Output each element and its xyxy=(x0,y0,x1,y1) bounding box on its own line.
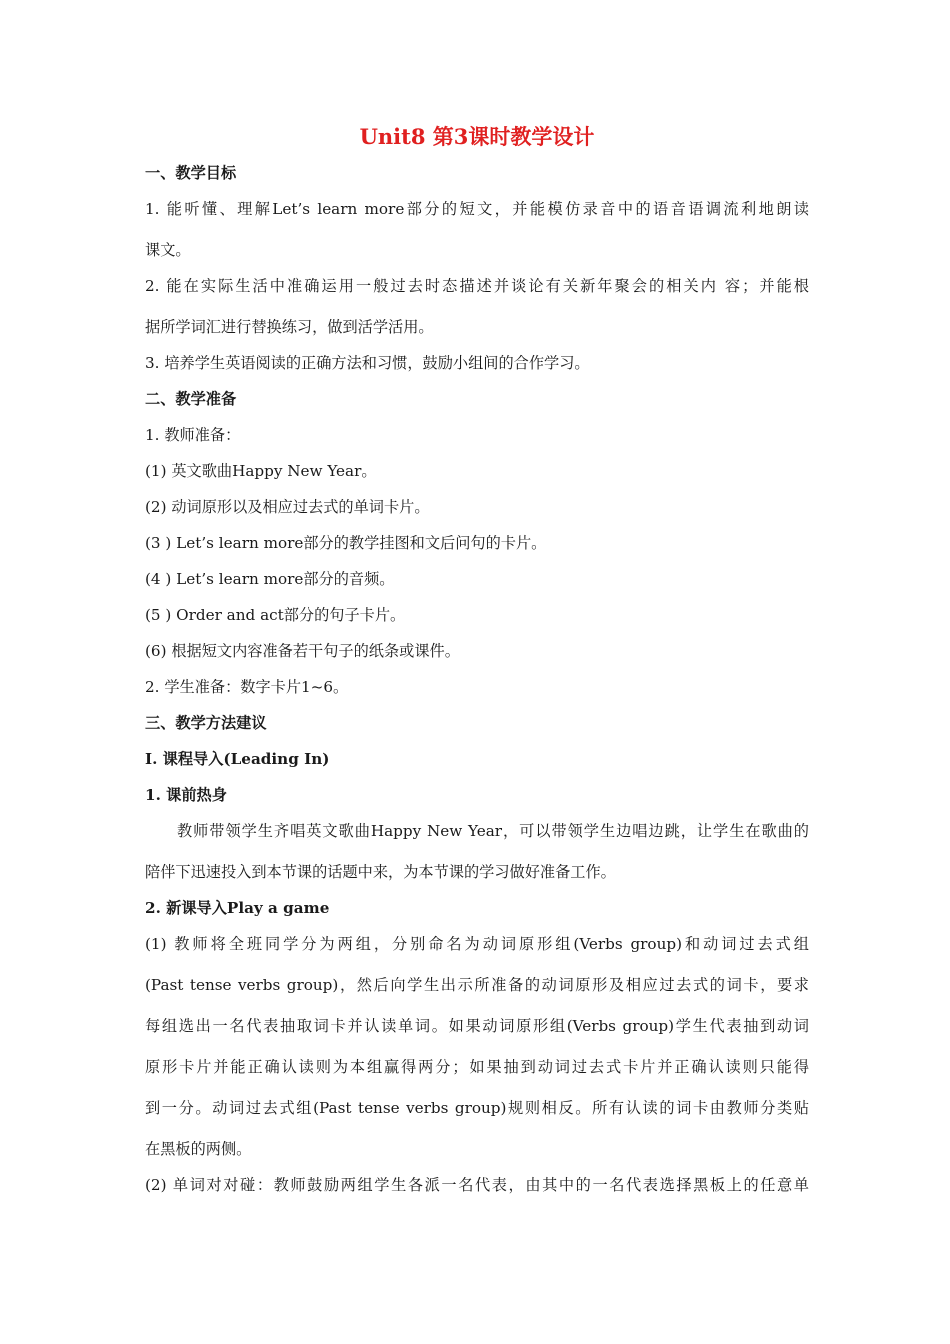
paragraph-line: (2) 单词对对碰：教师鼓励两组学生各派一名代表，由其中的一名代表选择黑板上的任意单 xyxy=(145,1176,809,1194)
document-title: Unit8 第3课时教学设计 xyxy=(359,124,595,149)
preparation-item: (5 ) Order and act部分的句子卡片。 xyxy=(145,606,406,624)
subheading-play-a-game: 2. 新课导入Play a game xyxy=(145,899,330,917)
preparation-item: (6) 根据短文内容准备若干句子的纸条或课件。 xyxy=(145,642,460,660)
section-heading-preparation: 二、教学准备 xyxy=(145,390,237,408)
preparation-item: 2. 学生准备：数字卡片1~6。 xyxy=(145,678,349,696)
paragraph-line: (Past tense verbs group)，然后向学生出示所准备的动词原形及相应过去式的词卡，要求 xyxy=(145,976,809,994)
objective-line: 1. 能听懂、理解Let’s learn more部分的短文，并能模仿录音中的语音语调流利地朗读 xyxy=(145,200,809,218)
objective-line: 3. 培养学生英语阅读的正确方法和习惯，鼓励小组间的合作学习。 xyxy=(145,354,590,372)
paragraph-line: 在黑板的两侧。 xyxy=(145,1140,252,1158)
paragraph-line: 每组选出一名代表抽取词卡并认读单词。如果动词原形组(Verbs group)学生代表抽到动词 xyxy=(145,1017,809,1035)
section-heading-methods: 三、教学方法建议 xyxy=(145,714,267,732)
document-page xyxy=(145,0,809,1344)
section-heading-objectives: 一、教学目标 xyxy=(145,164,237,182)
subheading-warm-up: 1. 课前热身 xyxy=(145,786,227,804)
paragraph-line: (1) 教师将全班同学分为两组，分别命名为动词原形组(Verbs group)和动词过去式组 xyxy=(145,935,809,953)
preparation-item: (4 ) Let’s learn more部分的音频。 xyxy=(145,570,395,588)
objective-line: 2. 能在实际生活中准确运用一般过去时态描述并谈论有关新年聚会的相关内 容；并能根 xyxy=(145,277,809,295)
preparation-item: (1) 英文歌曲Happy New Year。 xyxy=(145,462,377,480)
preparation-item: (2) 动词原形以及相应过去式的单词卡片。 xyxy=(145,498,430,516)
paragraph-line: 教师带领学生齐唱英文歌曲Happy New Year，可以带领学生边唱边跳，让学生在歌曲的 xyxy=(177,822,809,840)
preparation-item: 1. 教师准备： xyxy=(145,426,241,444)
paragraph-line: 原形卡片并能正确认读则为本组赢得两分；如果抽到动词过去式卡片并正确认读则只能得 xyxy=(145,1058,809,1076)
preparation-item: (3 ) Let’s learn more部分的教学挂图和文后问句的卡片。 xyxy=(145,534,547,552)
objective-line: 据所学词汇进行替换练习，做到活学活用。 xyxy=(145,318,434,336)
objective-line: 课文。 xyxy=(145,241,191,259)
subheading-leading-in: I. 课程导入(Leading In) xyxy=(145,750,330,768)
paragraph-line: 陪伴下迅速投入到本节课的话题中来，为本节课的学习做好准备工作。 xyxy=(145,863,616,881)
paragraph-line: 到一分。动词过去式组(Past tense verbs group)规则相反。所有认读的词卡由教师分类贴 xyxy=(145,1099,809,1117)
